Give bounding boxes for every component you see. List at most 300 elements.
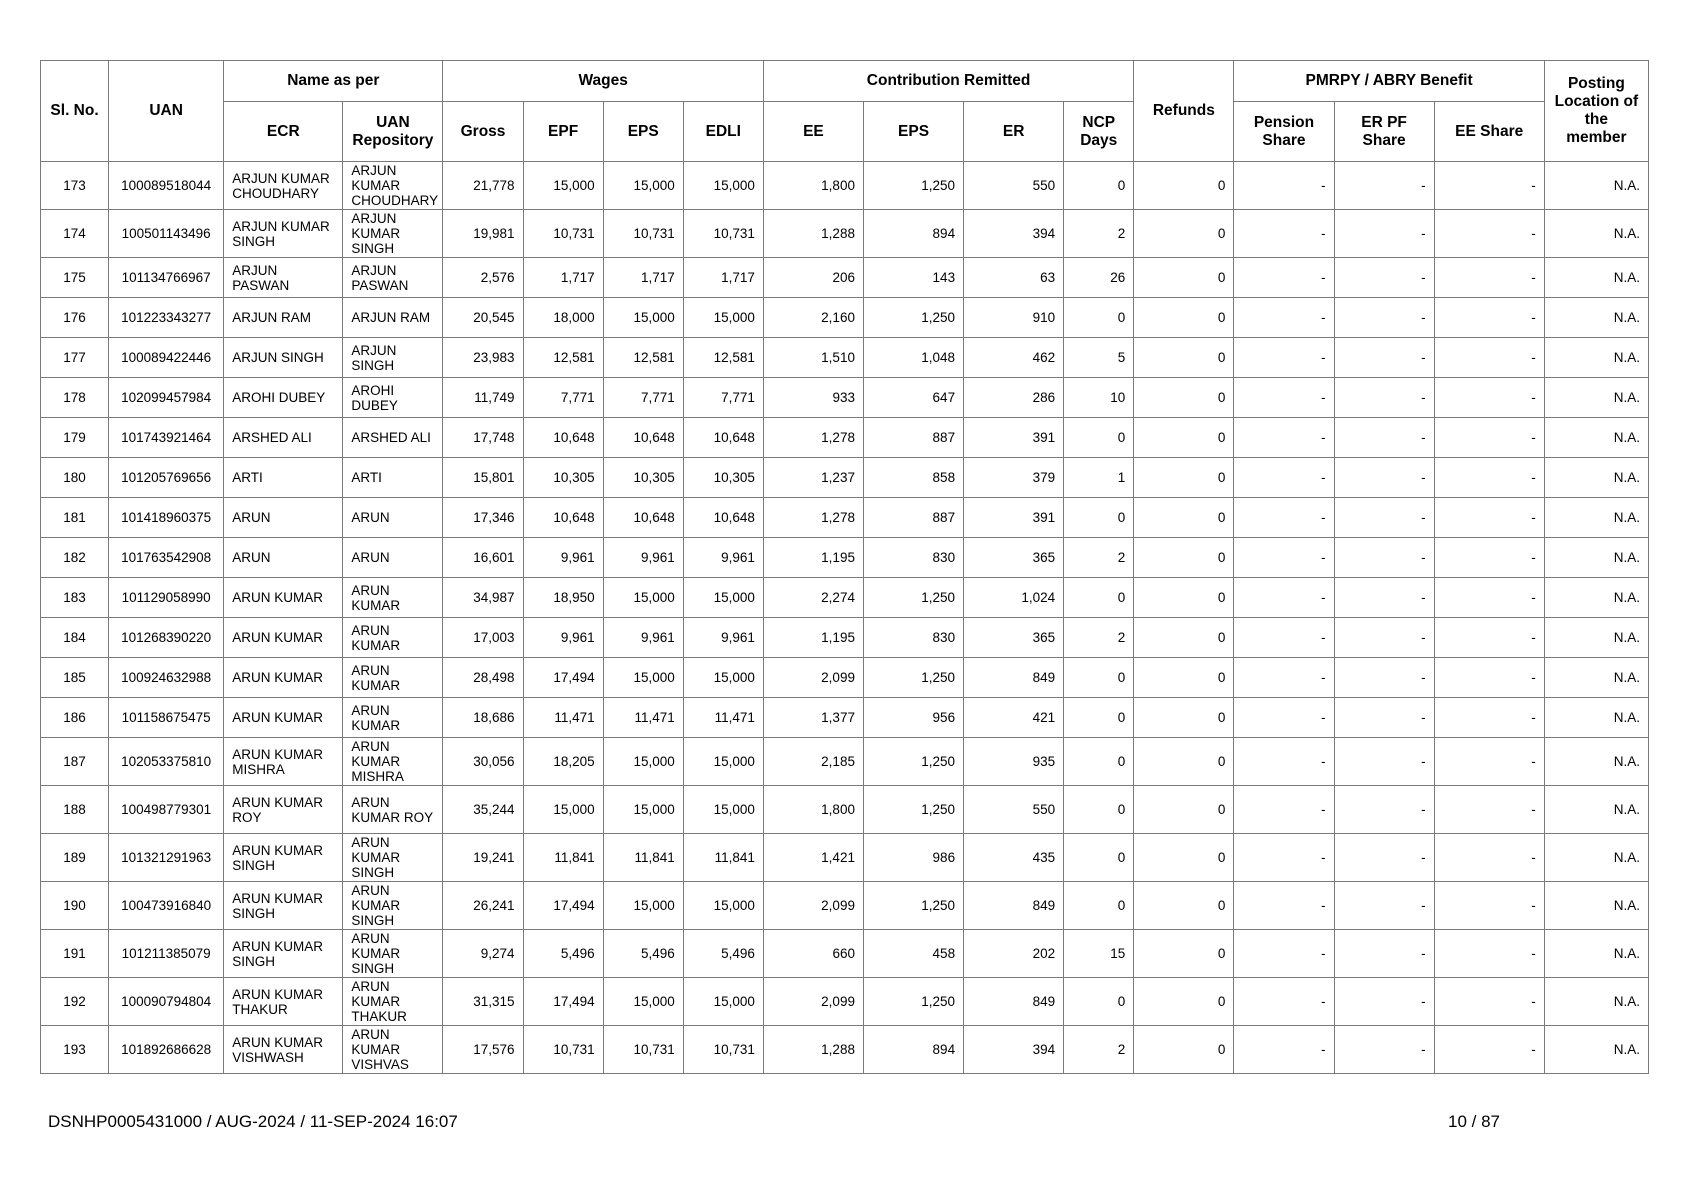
cell-eps: 10,731 [603,210,683,258]
cell-posting-location: N.A. [1544,458,1648,498]
cell-sl-no: 181 [41,498,109,538]
cell-edli: 7,771 [683,378,763,418]
cell-gross: 31,315 [443,978,523,1026]
cell-contribution-eps: 858 [863,458,963,498]
cell-er: 202 [964,930,1064,978]
cell-pension-share: - [1234,738,1334,786]
cell-er-pf-share: - [1334,538,1434,578]
cell-eps: 9,961 [603,618,683,658]
cell-er: 435 [964,834,1064,882]
cell-edli: 15,000 [683,162,763,210]
cell-epf: 10,731 [523,210,603,258]
cell-ncp-days: 5 [1064,338,1134,378]
cell-epf: 10,648 [523,418,603,458]
cell-uan: 101268390220 [109,618,224,658]
col-ee-share: EE Share [1434,102,1544,162]
cell-repository-name: ARUN KUMAR VISHVAS [343,1026,443,1074]
cell-gross: 17,748 [443,418,523,458]
cell-sl-no: 175 [41,258,109,298]
cell-edli: 11,841 [683,834,763,882]
cell-pension-share: - [1234,210,1334,258]
cell-er-pf-share: - [1334,786,1434,834]
cell-er: 63 [964,258,1064,298]
cell-er: 550 [964,786,1064,834]
cell-er: 849 [964,658,1064,698]
cell-er-pf-share: - [1334,1026,1434,1074]
cell-refunds: 0 [1134,786,1234,834]
cell-ee: 933 [763,378,863,418]
cell-refunds: 0 [1134,834,1234,882]
cell-ncp-days: 0 [1064,738,1134,786]
cell-er: 935 [964,738,1064,786]
cell-contribution-eps: 1,250 [863,578,963,618]
cell-pension-share: - [1234,698,1334,738]
cell-epf: 12,581 [523,338,603,378]
cell-ee-share: - [1434,786,1544,834]
cell-er-pf-share: - [1334,458,1434,498]
cell-refunds: 0 [1134,538,1234,578]
cell-gross: 19,241 [443,834,523,882]
cell-edli: 15,000 [683,738,763,786]
cell-eps: 10,731 [603,1026,683,1074]
cell-epf: 9,961 [523,618,603,658]
cell-uan: 101743921464 [109,418,224,458]
cell-edli: 10,305 [683,458,763,498]
cell-ecr-name: ARUN KUMAR [224,698,343,738]
cell-refunds: 0 [1134,210,1234,258]
cell-uan: 101134766967 [109,258,224,298]
cell-ee: 2,099 [763,882,863,930]
cell-uan: 101892686628 [109,1026,224,1074]
cell-ncp-days: 2 [1064,618,1134,658]
cell-posting-location: N.A. [1544,498,1648,538]
cell-contribution-eps: 647 [863,378,963,418]
cell-eps: 15,000 [603,786,683,834]
cell-er-pf-share: - [1334,162,1434,210]
cell-uan: 100473916840 [109,882,224,930]
col-pension-share: Pension Share [1234,102,1334,162]
cell-eps: 15,000 [603,738,683,786]
cell-refunds: 0 [1134,618,1234,658]
cell-sl-no: 179 [41,418,109,458]
cell-gross: 18,686 [443,698,523,738]
cell-posting-location: N.A. [1544,882,1648,930]
cell-epf: 10,648 [523,498,603,538]
cell-posting-location: N.A. [1544,162,1648,210]
cell-edli: 1,717 [683,258,763,298]
cell-er: 1,024 [964,578,1064,618]
cell-ee: 1,510 [763,338,863,378]
cell-ee: 2,099 [763,658,863,698]
cell-er: 910 [964,298,1064,338]
cell-contribution-eps: 986 [863,834,963,882]
cell-ecr-name: ARUN KUMAR ROY [224,786,343,834]
cell-eps: 15,000 [603,882,683,930]
table-row [41,658,1649,698]
cell-contribution-eps: 458 [863,930,963,978]
cell-uan: 101321291963 [109,834,224,882]
cell-epf: 15,000 [523,162,603,210]
cell-posting-location: N.A. [1544,258,1648,298]
cell-edli: 15,000 [683,786,763,834]
cell-ncp-days: 0 [1064,298,1134,338]
cell-ncp-days: 0 [1064,162,1134,210]
cell-epf: 11,471 [523,698,603,738]
cell-epf: 5,496 [523,930,603,978]
cell-ncp-days: 0 [1064,418,1134,458]
cell-ee: 1,278 [763,418,863,458]
cell-ecr-name: ARSHED ALI [224,418,343,458]
cell-ee: 1,800 [763,786,863,834]
cell-sl-no: 184 [41,618,109,658]
cell-er: 379 [964,458,1064,498]
cell-sl-no: 190 [41,882,109,930]
cell-contribution-eps: 894 [863,1026,963,1074]
cell-posting-location: N.A. [1544,210,1648,258]
cell-gross: 34,987 [443,578,523,618]
table-row [41,498,1649,538]
cell-ee-share: - [1434,834,1544,882]
cell-contribution-eps: 1,250 [863,882,963,930]
cell-er-pf-share: - [1334,882,1434,930]
cell-eps: 10,305 [603,458,683,498]
cell-er: 550 [964,162,1064,210]
cell-contribution-eps: 1,048 [863,338,963,378]
cell-posting-location: N.A. [1544,786,1648,834]
cell-ncp-days: 0 [1064,658,1134,698]
table-row [41,698,1649,738]
cell-pension-share: - [1234,338,1334,378]
cell-pension-share: - [1234,578,1334,618]
cell-refunds: 0 [1134,1026,1234,1074]
cell-refunds: 0 [1134,338,1234,378]
cell-ee-share: - [1434,378,1544,418]
cell-ee: 2,160 [763,298,863,338]
cell-er: 849 [964,978,1064,1026]
col-uan-repository: UAN Repository [343,102,443,162]
col-er-pf-share: ER PF Share [1334,102,1434,162]
cell-pension-share: - [1234,258,1334,298]
cell-ee-share: - [1434,658,1544,698]
cell-pension-share: - [1234,458,1334,498]
cell-sl-no: 183 [41,578,109,618]
cell-repository-name: ARUN KUMAR SINGH [343,930,443,978]
col-epf: EPF [523,102,603,162]
cell-uan: 100501143496 [109,210,224,258]
cell-ee: 1,195 [763,538,863,578]
cell-pension-share: - [1234,418,1334,458]
footer-reference: DSNHP0005431000 / AUG-2024 / 11-SEP-2024 16:07 [48,1112,458,1131]
cell-posting-location: N.A. [1544,378,1648,418]
cell-ee: 206 [763,258,863,298]
col-sl-no: Sl. No. [41,61,109,162]
cell-refunds: 0 [1134,978,1234,1026]
cell-ecr-name: ARUN KUMAR SINGH [224,882,343,930]
cell-uan: 102053375810 [109,738,224,786]
cell-er: 394 [964,1026,1064,1074]
group-name-as-per: Name as per [224,61,443,102]
cell-pension-share: - [1234,658,1334,698]
cell-epf: 17,494 [523,658,603,698]
cell-er-pf-share: - [1334,498,1434,538]
table-row [41,738,1649,786]
contribution-table [40,60,1649,1074]
cell-contribution-eps: 1,250 [863,738,963,786]
cell-epf: 10,305 [523,458,603,498]
cell-eps: 11,471 [603,698,683,738]
cell-gross: 17,346 [443,498,523,538]
cell-repository-name: ARUN KUMAR [343,698,443,738]
cell-refunds: 0 [1134,162,1234,210]
table-row [41,978,1649,1026]
table-body [41,162,1649,1074]
cell-pension-share: - [1234,1026,1334,1074]
cell-ecr-name: ARUN [224,498,343,538]
cell-edli: 11,471 [683,698,763,738]
cell-epf: 9,961 [523,538,603,578]
cell-sl-no: 173 [41,162,109,210]
cell-ee-share: - [1434,698,1544,738]
cell-sl-no: 185 [41,658,109,698]
cell-edli: 15,000 [683,882,763,930]
table-row [41,458,1649,498]
cell-edli: 5,496 [683,930,763,978]
cell-repository-name: ARTI [343,458,443,498]
cell-repository-name: ARUN KUMAR [343,658,443,698]
cell-ecr-name: ARUN KUMAR [224,658,343,698]
cell-uan: 101158675475 [109,698,224,738]
cell-er: 391 [964,498,1064,538]
cell-er-pf-share: - [1334,658,1434,698]
cell-gross: 26,241 [443,882,523,930]
cell-er-pf-share: - [1334,618,1434,658]
cell-ecr-name: ARUN KUMAR THAKUR [224,978,343,1026]
cell-refunds: 0 [1134,258,1234,298]
table-row [41,578,1649,618]
cell-edli: 15,000 [683,658,763,698]
cell-er-pf-share: - [1334,338,1434,378]
cell-gross: 30,056 [443,738,523,786]
cell-er-pf-share: - [1334,978,1434,1026]
cell-eps: 10,648 [603,498,683,538]
cell-posting-location: N.A. [1544,298,1648,338]
page-number: 10 / 87 [1448,1112,1500,1131]
cell-gross: 17,576 [443,1026,523,1074]
cell-sl-no: 186 [41,698,109,738]
cell-contribution-eps: 143 [863,258,963,298]
table-row [41,162,1649,210]
cell-epf: 18,950 [523,578,603,618]
cell-ee: 1,288 [763,1026,863,1074]
table-row [41,834,1649,882]
cell-ee-share: - [1434,298,1544,338]
cell-er-pf-share: - [1334,418,1434,458]
cell-epf: 1,717 [523,258,603,298]
cell-ecr-name: ARUN KUMAR MISHRA [224,738,343,786]
cell-gross: 28,498 [443,658,523,698]
cell-posting-location: N.A. [1544,658,1648,698]
cell-contribution-eps: 1,250 [863,298,963,338]
cell-uan: 101418960375 [109,498,224,538]
cell-epf: 17,494 [523,978,603,1026]
col-ncp-days: NCP Days [1064,102,1134,162]
cell-ecr-name: ARUN KUMAR SINGH [224,834,343,882]
cell-er: 462 [964,338,1064,378]
cell-epf: 7,771 [523,378,603,418]
cell-uan: 100924632988 [109,658,224,698]
cell-gross: 15,801 [443,458,523,498]
cell-gross: 17,003 [443,618,523,658]
cell-gross: 20,545 [443,298,523,338]
col-eps: EPS [603,102,683,162]
cell-uan: 101129058990 [109,578,224,618]
cell-repository-name: ARUN [343,498,443,538]
cell-refunds: 0 [1134,658,1234,698]
cell-ee-share: - [1434,1026,1544,1074]
cell-edli: 10,731 [683,1026,763,1074]
cell-refunds: 0 [1134,458,1234,498]
cell-er: 365 [964,538,1064,578]
cell-sl-no: 187 [41,738,109,786]
cell-contribution-eps: 887 [863,498,963,538]
cell-uan: 101211385079 [109,930,224,978]
cell-ecr-name: ARUN KUMAR VISHWASH [224,1026,343,1074]
cell-repository-name: ARUN KUMAR [343,618,443,658]
cell-ee-share: - [1434,458,1544,498]
cell-ecr-name: ARJUN KUMAR CHOUDHARY [224,162,343,210]
cell-sl-no: 191 [41,930,109,978]
cell-ecr-name: ARUN KUMAR [224,618,343,658]
cell-ee: 2,185 [763,738,863,786]
cell-eps: 10,648 [603,418,683,458]
cell-gross: 9,274 [443,930,523,978]
cell-ee: 1,377 [763,698,863,738]
cell-refunds: 0 [1134,578,1234,618]
cell-pension-share: - [1234,786,1334,834]
cell-ecr-name: AROHI DUBEY [224,378,343,418]
cell-repository-name: AROHI DUBEY [343,378,443,418]
cell-er: 365 [964,618,1064,658]
cell-refunds: 0 [1134,738,1234,786]
cell-eps: 9,961 [603,538,683,578]
table-row [41,338,1649,378]
col-ee: EE [763,102,863,162]
cell-edli: 15,000 [683,298,763,338]
cell-posting-location: N.A. [1544,618,1648,658]
cell-edli: 10,731 [683,210,763,258]
cell-posting-location: N.A. [1544,338,1648,378]
cell-er: 421 [964,698,1064,738]
cell-contribution-eps: 956 [863,698,963,738]
cell-uan: 101205769656 [109,458,224,498]
cell-er-pf-share: - [1334,834,1434,882]
cell-ncp-days: 2 [1064,1026,1134,1074]
cell-contribution-eps: 830 [863,538,963,578]
cell-ee-share: - [1434,210,1544,258]
cell-repository-name: ARJUN KUMAR CHOUDHARY [343,162,443,210]
cell-ncp-days: 0 [1064,498,1134,538]
cell-gross: 2,576 [443,258,523,298]
cell-refunds: 0 [1134,418,1234,458]
cell-ee: 1,195 [763,618,863,658]
cell-ee: 1,288 [763,210,863,258]
cell-ecr-name: ARJUN RAM [224,298,343,338]
cell-repository-name: ARUN KUMAR SINGH [343,882,443,930]
cell-ncp-days: 0 [1064,578,1134,618]
cell-contribution-eps: 830 [863,618,963,658]
cell-repository-name: ARJUN SINGH [343,338,443,378]
cell-ee-share: - [1434,978,1544,1026]
cell-refunds: 0 [1134,698,1234,738]
cell-pension-share: - [1234,298,1334,338]
cell-er-pf-share: - [1334,298,1434,338]
cell-ee-share: - [1434,338,1544,378]
cell-ee: 1,237 [763,458,863,498]
cell-pension-share: - [1234,882,1334,930]
cell-ncp-days: 26 [1064,258,1134,298]
cell-repository-name: ARUN KUMAR [343,578,443,618]
cell-uan: 100498779301 [109,786,224,834]
cell-sl-no: 188 [41,786,109,834]
cell-epf: 15,000 [523,786,603,834]
cell-ee-share: - [1434,618,1544,658]
cell-ncp-days: 0 [1064,698,1134,738]
cell-uan: 101763542908 [109,538,224,578]
cell-ee-share: - [1434,930,1544,978]
group-wages: Wages [443,61,763,102]
cell-eps: 7,771 [603,378,683,418]
cell-pension-share: - [1234,162,1334,210]
cell-edli: 12,581 [683,338,763,378]
cell-posting-location: N.A. [1544,418,1648,458]
cell-ncp-days: 1 [1064,458,1134,498]
cell-er-pf-share: - [1334,258,1434,298]
col-uan: UAN [109,61,224,162]
cell-refunds: 0 [1134,930,1234,978]
cell-er-pf-share: - [1334,578,1434,618]
cell-epf: 17,494 [523,882,603,930]
cell-ncp-days: 2 [1064,538,1134,578]
cell-refunds: 0 [1134,378,1234,418]
cell-ee-share: - [1434,882,1544,930]
col-er: ER [964,102,1064,162]
cell-repository-name: ARUN KUMAR SINGH [343,834,443,882]
cell-epf: 18,205 [523,738,603,786]
cell-ncp-days: 15 [1064,930,1134,978]
cell-sl-no: 192 [41,978,109,1026]
cell-sl-no: 182 [41,538,109,578]
cell-posting-location: N.A. [1544,1026,1648,1074]
cell-er: 849 [964,882,1064,930]
cell-refunds: 0 [1134,298,1234,338]
cell-ee: 2,274 [763,578,863,618]
cell-er: 391 [964,418,1064,458]
cell-ee-share: - [1434,418,1544,458]
table-row [41,378,1649,418]
cell-gross: 23,983 [443,338,523,378]
group-pmrpy-abry: PMRPY / ABRY Benefit [1234,61,1544,102]
cell-ee-share: - [1434,738,1544,786]
cell-eps: 15,000 [603,162,683,210]
cell-er-pf-share: - [1334,930,1434,978]
cell-edli: 15,000 [683,578,763,618]
cell-sl-no: 177 [41,338,109,378]
cell-repository-name: ARJUN RAM [343,298,443,338]
cell-pension-share: - [1234,978,1334,1026]
cell-ee: 1,800 [763,162,863,210]
cell-pension-share: - [1234,618,1334,658]
cell-repository-name: ARSHED ALI [343,418,443,458]
